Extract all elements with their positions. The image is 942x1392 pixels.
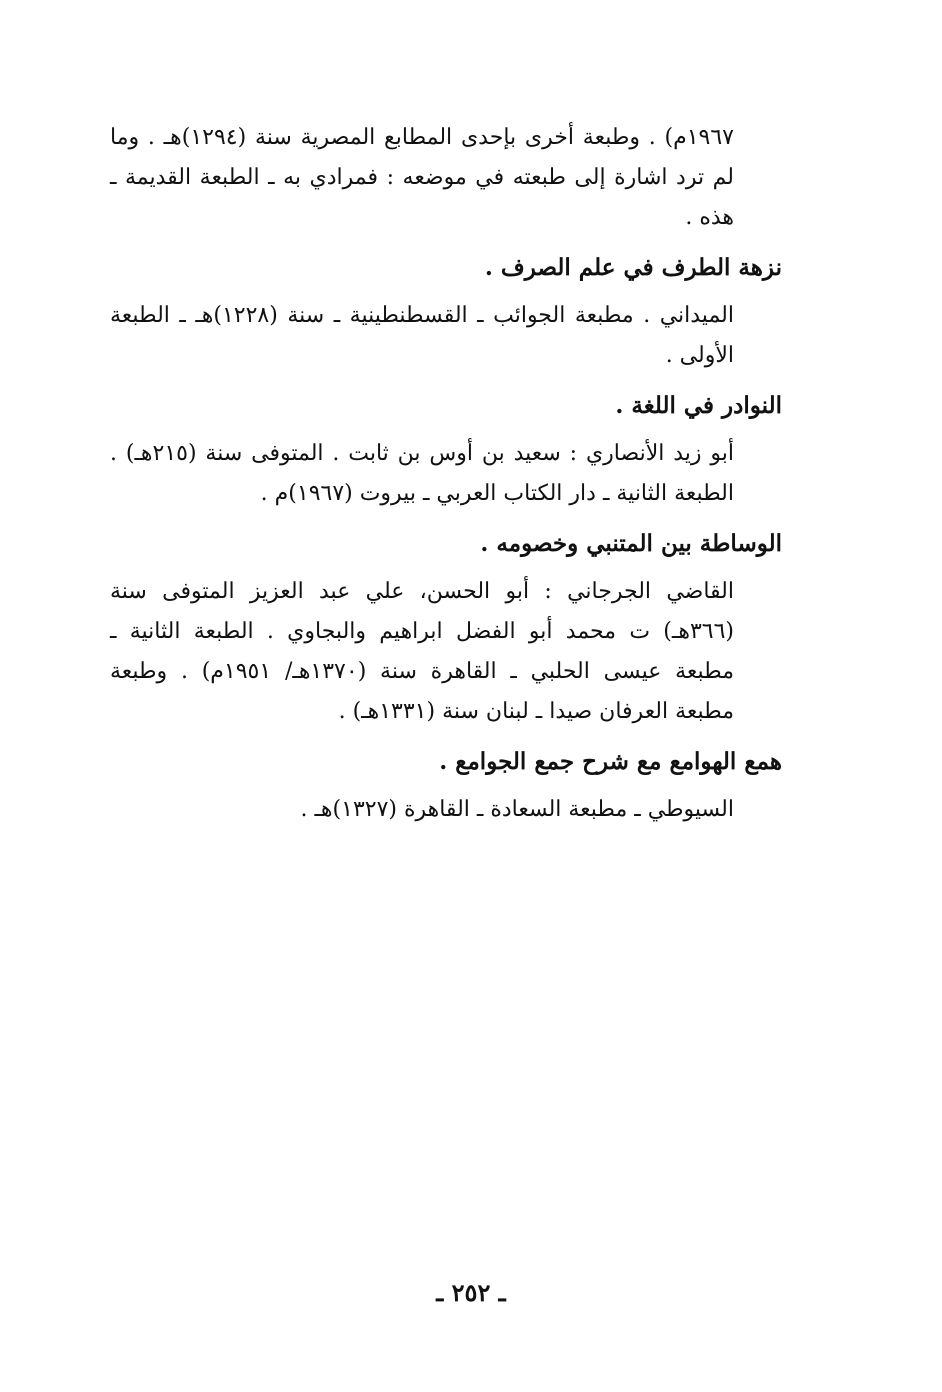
entry-title: الوساطة بين المتنبي وخصومه .	[480, 530, 782, 557]
entry-title: نزهة الطرف في علم الصرف .	[484, 254, 782, 281]
entry-title: همع الهوامع مع شرح جمع الجوامع .	[439, 748, 782, 775]
bibliography-entry	[110, 386, 782, 514]
bibliography-entry	[110, 524, 782, 732]
page-number: ـ ٢٥٢ ـ	[436, 1278, 506, 1307]
entry-details: الميداني . مطبعة الجوائب ـ القسطنطينية ـ سنة (١٢٢٨)هـ ـ الطبعة الأولى .	[110, 303, 734, 368]
continuation-paragraph: ١٩٦٧م) . وطبعة أخرى بإحدى المطابع المصرية سنة (١٢٩٤)هـ . وما لم ترد اشارة إلى طبعته في موضعه : فمرادي به ـ الطبعة القديمة ـ هذه .	[110, 125, 734, 230]
bibliography-entry	[110, 742, 782, 830]
bibliography-content	[110, 118, 782, 836]
entry-title: النوادر في اللغة .	[615, 392, 782, 419]
entry-details: أبو زيد الأنصاري : سعيد بن أوس بن ثابت . المتوفى سنة (٢١٥هـ) . الطبعة الثانية ـ دار الكتاب العربي ـ بيروت (١٩٦٧)م .	[110, 441, 734, 506]
entry-details: السيوطي ـ مطبعة السعادة ـ القاهرة (١٣٢٧)هـ .	[300, 797, 734, 822]
bibliography-entry	[110, 248, 782, 376]
entry-details: القاضي الجرجاني : أبو الحسن، علي عبد العزيز المتوفى سنة (٣٦٦هـ) ت محمد أبو الفضل ابراهيم والبجاوي . الطبعة الثانية ـ مطبعة عيسى الحلبي ـ القاهرة سنة (١٣٧٠هـ/ ١٩٥١م) . وطبعة مطبعة العرفان صيدا ـ لبنان سنة (١٣٣١هـ) .	[110, 579, 734, 724]
